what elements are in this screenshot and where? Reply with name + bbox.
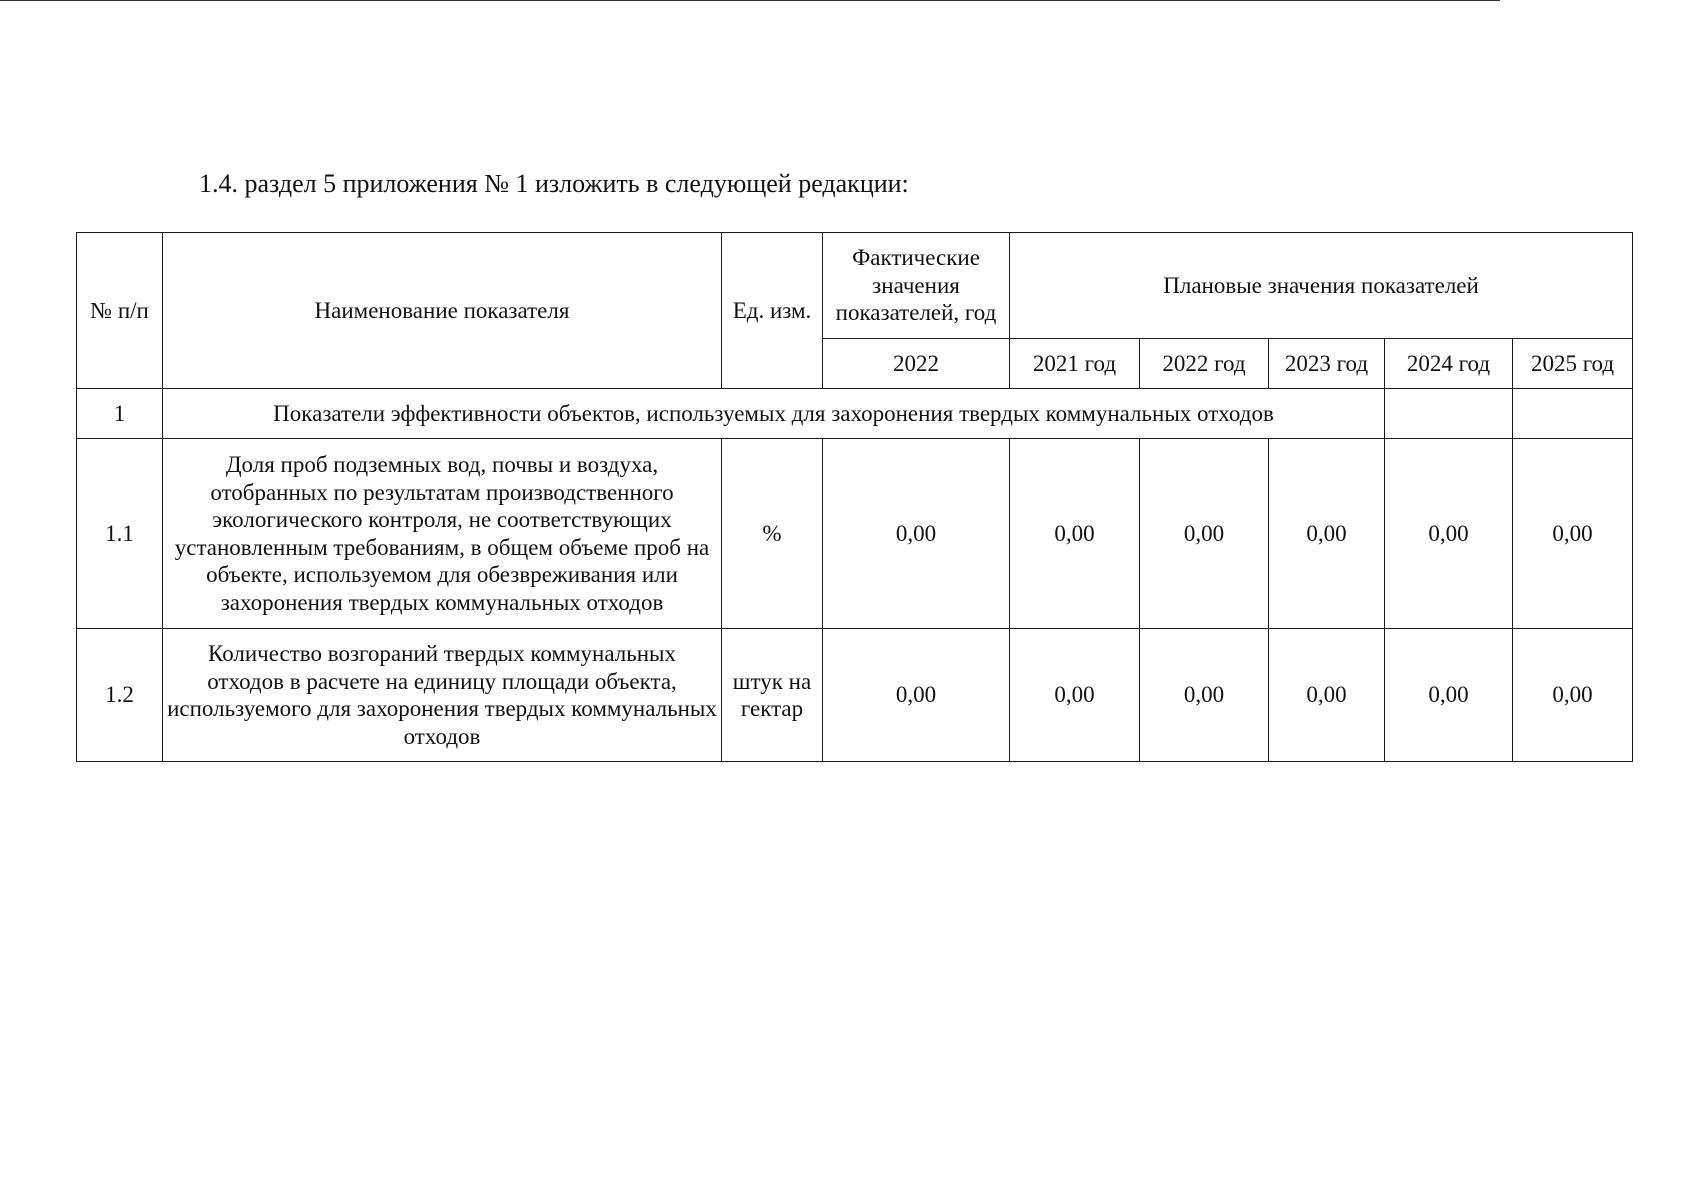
table-row bbox=[77, 629, 1633, 762]
row-plan-value: 0,00 bbox=[1010, 629, 1140, 762]
row-actual-value: 0,00 bbox=[823, 629, 1010, 762]
row-plan-value: 0,00 bbox=[1010, 439, 1140, 629]
header-row-1 bbox=[77, 233, 1633, 339]
row-number: 1.2 bbox=[77, 629, 163, 762]
row-plan-value: 0,00 bbox=[1140, 629, 1269, 762]
header-name: Наименование показателя bbox=[163, 233, 722, 389]
page-heading: 1.4. раздел 5 приложения № 1 изложить в следующей редакции: bbox=[199, 169, 909, 198]
header-unit: Ед. изм. bbox=[722, 233, 823, 389]
header-plan-year: 2024 год bbox=[1385, 339, 1513, 389]
row-unit: штук на гектар bbox=[722, 629, 823, 762]
row-plan-value: 0,00 bbox=[1513, 439, 1633, 629]
section-title: Показатели эффективности объектов, используемых для захоронения твердых коммунальных отходов bbox=[163, 389, 1385, 439]
row-plan-value: 0,00 bbox=[1269, 629, 1385, 762]
header-plan-year: 2022 год bbox=[1140, 339, 1269, 389]
row-plan-value: 0,00 bbox=[1385, 439, 1513, 629]
section-empty-cell bbox=[1513, 389, 1633, 439]
indicators-table bbox=[76, 232, 1633, 762]
header-plan-group: Плановые значения показателей bbox=[1010, 233, 1633, 339]
row-plan-value: 0,00 bbox=[1269, 439, 1385, 629]
section-row bbox=[77, 389, 1633, 439]
header-plan-year: 2025 год bbox=[1513, 339, 1633, 389]
row-actual-value: 0,00 bbox=[823, 439, 1010, 629]
section-empty-cell bbox=[1385, 389, 1513, 439]
top-rule bbox=[0, 0, 1500, 1]
header-plan-year: 2021 год bbox=[1010, 339, 1140, 389]
table-row bbox=[77, 439, 1633, 629]
row-plan-value: 0,00 bbox=[1140, 439, 1269, 629]
header-actual-group: Фактические значения показателей, год bbox=[823, 233, 1010, 339]
row-unit: % bbox=[722, 439, 823, 629]
section-number: 1 bbox=[77, 389, 163, 439]
row-plan-value: 0,00 bbox=[1513, 629, 1633, 762]
header-actual-year: 2022 bbox=[823, 339, 1010, 389]
row-number: 1.1 bbox=[77, 439, 163, 629]
header-plan-year: 2023 год bbox=[1269, 339, 1385, 389]
row-plan-value: 0,00 bbox=[1385, 629, 1513, 762]
row-name: Количество возгораний твердых коммунальных отходов в расчете на единицу площади объекта, используемого для захоронения твердых коммунальных отходов bbox=[163, 629, 722, 762]
header-number: № п/п bbox=[77, 233, 163, 389]
row-name: Доля проб подземных вод, почвы и воздуха, отобранных по результатам производственного экологического контроля, не соответствующих установленным требованиям, в общем объеме проб на объекте, используемом для обезвреживания или захоронения твердых коммунальных отходов bbox=[163, 439, 722, 629]
